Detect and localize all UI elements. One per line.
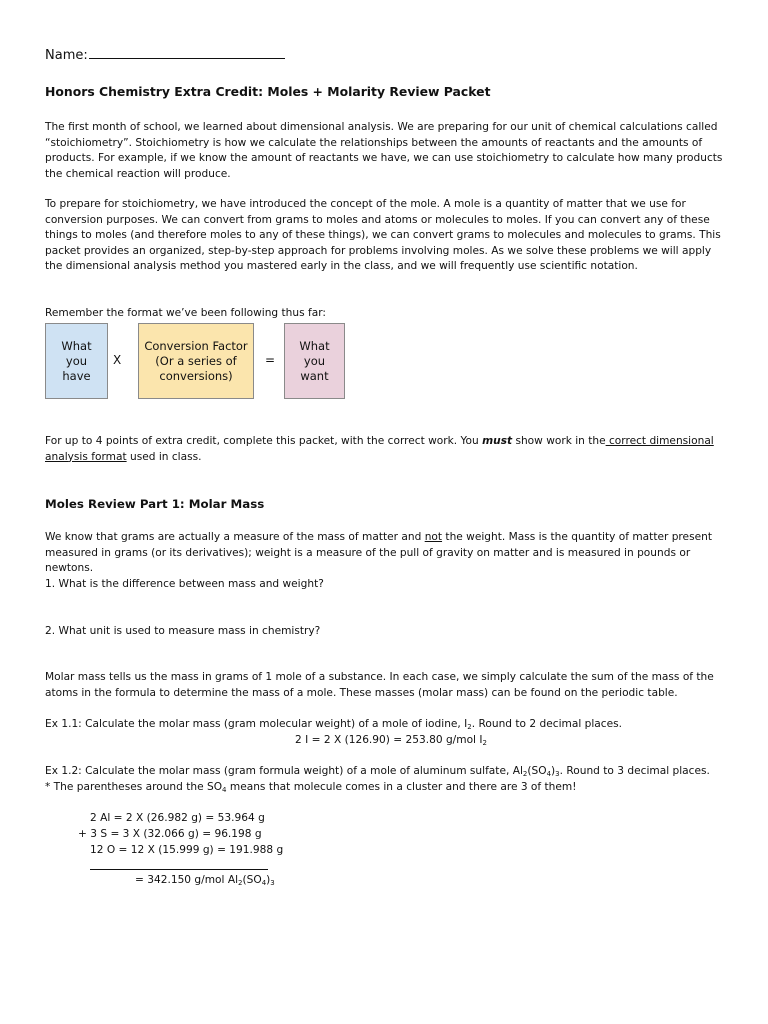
extra-credit-text-3: used in class.: [126, 450, 202, 463]
extra-credit-instructions: [45, 434, 725, 465]
molar-mass-paragraph: Molar mass tells us the mass in grams of 1 mole of a substance. In each case, we simply calculate the sum of the mass of the atoms in the formula to determine the mass of a mole. These masses (molar mass) can be found on the periodic table.: [45, 671, 714, 699]
have-line-2: you: [65, 353, 88, 368]
ex2-mid: (SO: [527, 765, 547, 777]
mass-text-b: the weight. Mass is the quantity of matter present measured in grams (or its derivatives); weight is a measure of the pull of gravity on matter and is measured in pounds or newtons.: [45, 531, 712, 575]
intro-paragraph-1: The first month of school, we learned about dimensional analysis. We are preparing for our unit of chemical calculations called “stoichiometry”. Stoichiometry is how we calculate the relationships between the amounts of reactants and the amounts of products. For example, if we know the amount of reactants we have, we can use stoichiometry to calculate how many products the chemical reaction will produce.: [45, 121, 723, 180]
ex1-text-end: . Round to 2 decimal places.: [471, 718, 623, 730]
extra-credit-text-2: show work in the: [512, 435, 606, 447]
total-sub-3: 3: [270, 879, 275, 887]
total-mid: (SO: [242, 874, 262, 886]
ex1-subscript: 2: [467, 723, 472, 731]
equals-sign: =: [265, 353, 276, 367]
intro-paragraph-2: To prepare for stoichiometry, we have introduced the concept of the mole. A mole is a quantity of matter that we use for conversion purposes. We can convert from grams to moles and atoms or molecules to moles. If you can convert any of these things to moles (and therefore moles to any of these things), we can convert grams to molecules and molecules to grams. This packet provides an organized, step-by-step approach for problems involving moles. As we solve these problems we will apply the dimensional analysis method you mastered early in the class, and we will frequently use scientific notation.: [45, 198, 721, 273]
total-sub-2: 4: [261, 879, 267, 887]
ex2-note-a: * The parentheses around the SO: [45, 781, 223, 793]
sum-rule: [90, 869, 268, 870]
factor-line-3: conversions): [159, 368, 233, 383]
total-close: ): [266, 874, 271, 886]
dimensional-analysis-link[interactable]: correct dimensional analysis format: [45, 435, 714, 463]
format-intro: Remember the format we’ve been following thus far:: [45, 307, 326, 319]
ex2-end: . Round to 3 decimal places.: [559, 765, 710, 777]
calc-line-al: 2 Al = 2 X (26.982 g) = 53.964 g: [90, 812, 265, 824]
calc-line-s: + 3 S = 3 X (32.066 g) = 96.198 g: [78, 828, 262, 841]
calc-line-o: 12 O = 12 X (15.999 g) = 191.988 g: [90, 844, 284, 857]
conversion-factor-box: [138, 323, 254, 399]
ex2-sub-2: 4: [546, 770, 552, 778]
ex2-sub-3: 3: [555, 770, 560, 778]
question-2: 2. What unit is used to measure mass in chemistry?: [45, 625, 321, 637]
dimensional-analysis-diagram: [45, 323, 345, 401]
example-1-2-note: [45, 780, 725, 796]
name-label: Name:: [45, 48, 88, 63]
ex1-answer: 2 I = 2 X (126.90) = 253.80 g/mol I: [295, 734, 483, 746]
molar-mass-calculation: [78, 810, 283, 870]
ex2-sub-1: 2: [522, 770, 528, 778]
mass-text-a: We know that grams are actually a measure of the mass of matter and: [45, 531, 425, 543]
total-sub-1: 2: [238, 879, 243, 887]
ex1-answer-subscript: 2: [482, 739, 487, 747]
ex2-note-sub: 4: [222, 786, 227, 794]
ex2-note-b: means that molecule comes in a cluster and there are 3 of them!: [226, 781, 577, 793]
calc-total: [135, 873, 275, 889]
example-1-1-answer: [295, 733, 487, 749]
want-line-2: you: [303, 353, 326, 368]
mass-vs-weight-paragraph: [45, 530, 725, 577]
extra-credit-text-1: For up to 4 points of extra credit, complete this packet, with the correct work. You: [45, 435, 483, 447]
multiply-sign: X: [113, 353, 122, 367]
total-a: = 342.150 g/mol Al: [135, 874, 239, 886]
ex2-text: Ex 1.2: Calculate the molar mass (gram formula weight) of a mole of aluminum sulfate, Al: [45, 765, 523, 777]
example-1-2: [45, 764, 725, 780]
must-emphasis: must: [482, 435, 513, 447]
factor-line-2: (Or a series of: [155, 353, 237, 368]
ex1-text: Ex 1.1: Calculate the molar mass (gram molecular weight) of a mole of iodine, I: [45, 718, 468, 730]
question-1: 1. What is the difference between mass and weight?: [45, 578, 324, 590]
example-1-1: [45, 717, 725, 733]
page-title: Honors Chemistry Extra Credit: Moles + Molarity Review Packet: [45, 84, 491, 99]
name-blank-line[interactable]: [89, 46, 285, 59]
not-underlined: not: [424, 531, 443, 543]
want-line-1: What: [299, 338, 330, 353]
ex2-close: ): [551, 765, 556, 777]
name-field[interactable]: [45, 46, 285, 64]
what-you-have-box: [45, 323, 108, 399]
want-line-3: want: [300, 368, 329, 383]
factor-line-1: Conversion Factor: [144, 338, 248, 353]
section-heading-molar-mass: Moles Review Part 1: Molar Mass: [45, 497, 265, 511]
have-line-3: have: [62, 368, 91, 383]
what-you-want-box: [284, 323, 345, 399]
have-line-1: What: [61, 338, 92, 353]
